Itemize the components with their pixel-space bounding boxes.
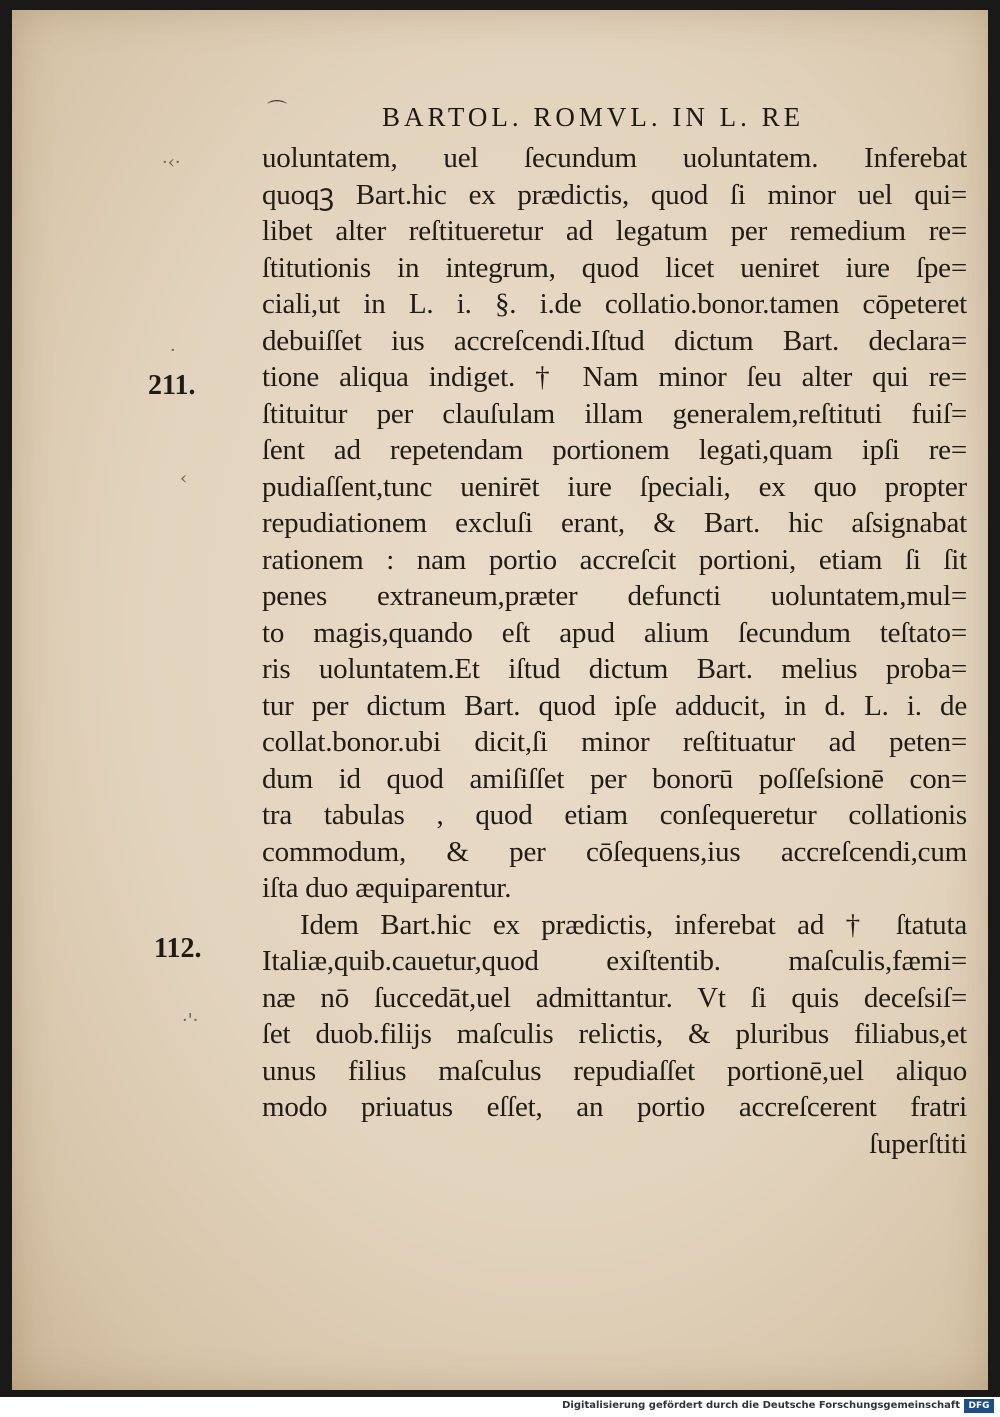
running-title: BARTOL. ROMVL. IN L. RE	[382, 102, 805, 132]
text-line: libet alter reſtitueretur ad legatum per remedium re=	[262, 215, 967, 247]
text-line: pudiaſſent,tunc uenirēt iure ſpeciali, ex quo propter	[262, 470, 967, 503]
body-text	[262, 140, 967, 1162]
funding-credit: Digitalisierung gefördert durch die Deutsche Forschungsgemeinschaft	[562, 1400, 960, 1411]
margin-smudge: ‹	[180, 468, 188, 489]
footer-bar	[0, 1397, 1000, 1417]
margin-number: 112.	[154, 933, 202, 964]
text-line: tur per dictum Bart. quod ipſe adducit, in d. L. i. de	[262, 689, 967, 722]
text-line: ſent ad repetendam portionem legati,quam ipſi re=	[262, 434, 967, 466]
text-line: repudiationem excluſi erant, & Bart. hic aſsignabat	[262, 507, 967, 539]
text-line: uoluntatem, uel ſecundum uoluntatem. Inferebat	[262, 142, 967, 174]
margin-number: 211.	[148, 370, 196, 401]
text-line: unus filius maſculus repudiaſſet portionē,uel aliquo	[262, 1054, 967, 1087]
margin-smudge: ·	[170, 340, 176, 361]
book-page	[12, 10, 988, 1390]
text-line: ſet duob.filijs maſculis relictis, & pluribus filiabus,et	[262, 1018, 967, 1050]
text-line: iſta duo æquiparentur.	[262, 872, 512, 904]
text-line: modo priuatus eſſet, an portio accreſcerent fratri	[262, 1091, 967, 1123]
text-line: rationem : nam portio accreſcit portioni, etiam ſi ſit	[262, 543, 967, 576]
text-line: tione aliqua indiget. † Nam minor ſeu alter qui re=	[262, 361, 967, 393]
text-line: penes extraneum,præter defuncti uoluntatem,mul=	[262, 580, 967, 612]
text-line: commodum, & per cōſequens,ius accreſcendi,cum	[262, 835, 967, 868]
text-line: ſtituitur per clauſulam illam generalem,reſtituti fuiſ=	[262, 397, 967, 430]
margin-smudge: ·'·	[182, 1010, 199, 1031]
corner-ornament: ⌒	[267, 98, 287, 122]
catchword: ſuperſtiti	[869, 1127, 967, 1160]
text-line: quoqꝫ Bart.hic ex prædictis, quod ſi minor uel qui=	[262, 178, 967, 211]
text-line: næ nō ſuccedāt,uel admittantur. Vt ſi quis deceſsiſ=	[262, 981, 967, 1014]
text-line: debuiſſet ius accreſcendi.Iſtud dictum Bart. declara=	[262, 324, 967, 357]
text-line: ſtitutionis in integrum, quod licet ueniret iure ſpe=	[262, 251, 967, 284]
text-line: Italiæ,quib.cauetur,quod exiſtentib. maſculis,fæmi=	[262, 945, 967, 977]
text-line: ris uoluntatem.Et iſtud dictum Bart. melius proba=	[262, 653, 967, 685]
text-line: dum id quod amiſiſſet per bonorū poſſeſsionē con=	[262, 762, 967, 795]
text-line: tra tabulas , quod etiam conſequeretur collationis	[262, 799, 967, 831]
text-line: ciali,ut in L. i. §. i.de collatio.bonor.tamen cōpeteret	[262, 288, 967, 320]
margin-smudge: ·‹·	[162, 152, 181, 173]
text-line: Idem Bart.hic ex prædictis, inferebat ad † ſtatuta	[300, 908, 967, 941]
text-line: to magis,quando eſt apud alium ſecundum teſtato=	[262, 616, 967, 649]
dfg-logo: DFG	[964, 1399, 994, 1413]
text-line: collat.bonor.ubi dicit,ſi minor reſtituatur ad peten=	[262, 726, 967, 758]
